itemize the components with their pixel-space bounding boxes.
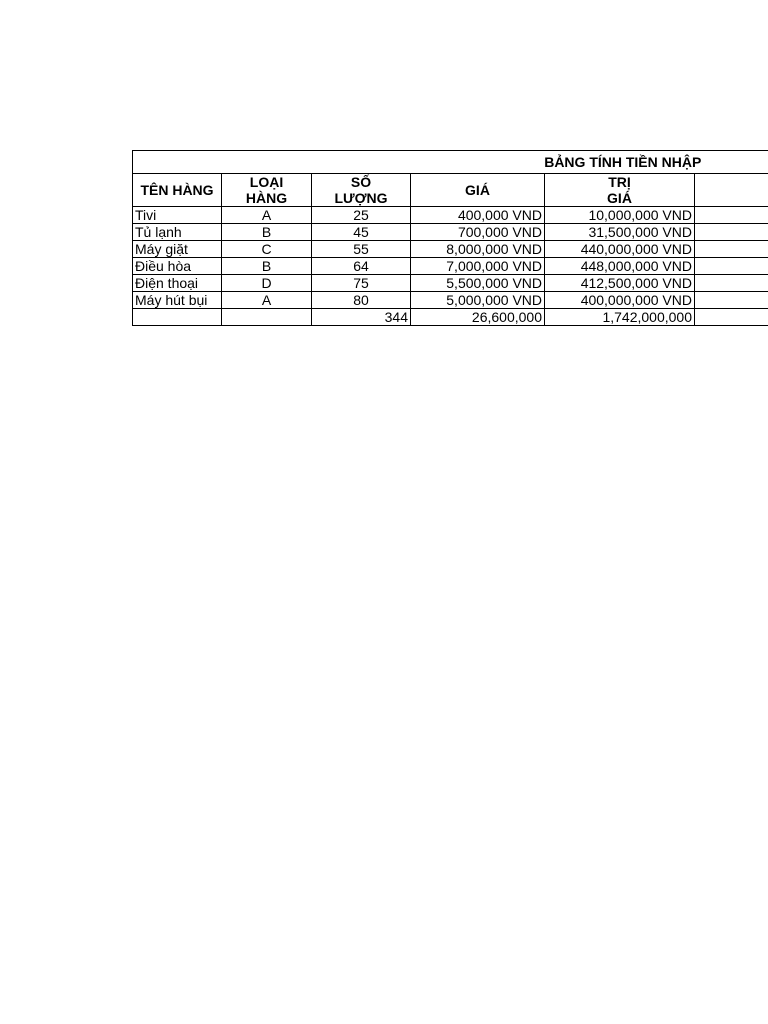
header-type (222, 174, 312, 207)
cell-type: C (222, 241, 312, 258)
total-price: 26,600,000 (411, 309, 545, 326)
cell-qty: 45 (312, 224, 411, 241)
cell-type: B (222, 258, 312, 275)
table-row (133, 292, 768, 309)
header-row (133, 174, 768, 207)
cell-name: Tivi (133, 207, 222, 224)
cell-extra (695, 207, 768, 224)
cell-extra (695, 224, 768, 241)
header-type-line2: HÀNG (245, 190, 288, 206)
cell-price: 5,000,000 VND (411, 292, 545, 309)
header-qty-line1: SỐ (350, 174, 372, 190)
table-row (133, 207, 768, 224)
cell-value: 31,500,000 VND (545, 224, 695, 241)
cell-price: 400,000 VND (411, 207, 545, 224)
total-qty: 344 (312, 309, 411, 326)
header-name-label: TÊN HÀNG (140, 182, 214, 198)
cell-qty: 80 (312, 292, 411, 309)
total-extra (695, 309, 768, 326)
cell-price: 8,000,000 VND (411, 241, 545, 258)
total-type-empty (222, 309, 312, 326)
cell-value: 440,000,000 VND (545, 241, 695, 258)
header-price-label: GIÁ (465, 182, 490, 198)
cell-value: 400,000,000 VND (545, 292, 695, 309)
header-name (133, 174, 222, 207)
cell-extra (695, 241, 768, 258)
title-row (133, 151, 768, 174)
cell-name: Điện thoại (133, 275, 222, 292)
table-row (133, 258, 768, 275)
cell-type: A (222, 292, 312, 309)
spreadsheet-area (132, 150, 768, 350)
total-name-empty (133, 309, 222, 326)
import-cost-table (132, 150, 768, 326)
cell-type: D (222, 275, 312, 292)
cell-extra (695, 258, 768, 275)
cell-price: 5,500,000 VND (411, 275, 545, 292)
cell-name: Máy giặt (133, 241, 222, 258)
totals-row (133, 309, 768, 326)
header-qty (312, 174, 411, 207)
header-value-line1: TRỊ (608, 174, 631, 190)
total-value: 1,742,000,000 (545, 309, 695, 326)
table-row (133, 275, 768, 292)
cell-qty: 75 (312, 275, 411, 292)
table-row (133, 241, 768, 258)
cell-name: Tủ lạnh (133, 224, 222, 241)
table-row (133, 224, 768, 241)
header-value (545, 174, 695, 207)
header-value-line2: GIÁ (607, 190, 632, 206)
cell-type: B (222, 224, 312, 241)
cell-qty: 55 (312, 241, 411, 258)
cell-extra (695, 292, 768, 309)
cell-value: 448,000,000 VND (545, 258, 695, 275)
cell-name: Máy hút bụi (133, 292, 222, 309)
header-qty-line2: LƯỢNG (334, 190, 388, 206)
cell-value: 412,500,000 VND (545, 275, 695, 292)
header-extra (695, 174, 768, 207)
cell-qty: 25 (312, 207, 411, 224)
header-type-line1: LOẠI (249, 174, 284, 190)
cell-name: Điều hòa (133, 258, 222, 275)
cell-type: A (222, 207, 312, 224)
header-price (411, 174, 545, 207)
cell-qty: 64 (312, 258, 411, 275)
cell-price: 700,000 VND (411, 224, 545, 241)
cell-extra (695, 275, 768, 292)
table-title: BẢNG TÍNH TIỀN NHẬP (133, 151, 768, 174)
cell-price: 7,000,000 VND (411, 258, 545, 275)
cell-value: 10,000,000 VND (545, 207, 695, 224)
